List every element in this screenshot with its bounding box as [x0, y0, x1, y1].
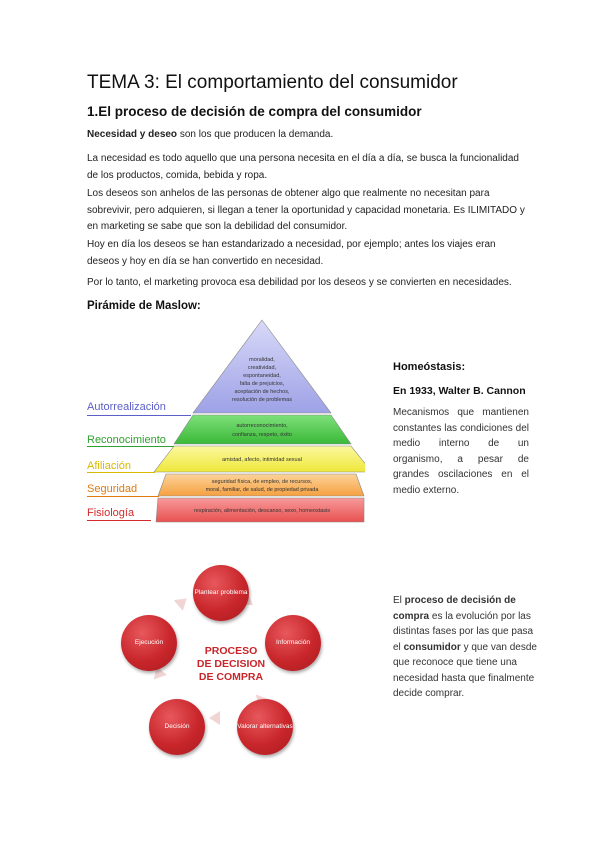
- homeostasis-author: En 1933, Walter B. Cannon: [393, 385, 526, 397]
- pyramid-text-2-0: amistad, afecto, intimidad sexual: [222, 457, 302, 463]
- pyramid-label-fisiologia: Fisiología: [87, 507, 135, 519]
- pyramid-text-0-2: espontaneidad,: [243, 373, 281, 379]
- pyramid-text-0-5: resolución de problemas: [232, 397, 292, 403]
- pyramid-underline-fisiologia: [87, 520, 151, 521]
- pyramid-text-0-0: moralidad,: [249, 357, 275, 363]
- pyramid-text-1-1: confianza, respeto, éxito: [232, 432, 292, 438]
- pyramid-heading: Pirámide de Maslow:: [87, 300, 201, 312]
- maslow-pyramid: [150, 318, 365, 524]
- cycle-center-line-3: DE COMPRA: [198, 671, 264, 683]
- pyramid-label-autorrealizacion: Autorrealización: [87, 401, 166, 413]
- process-desc-bold-2: consumidor: [403, 641, 461, 653]
- intro-paragraph: [87, 127, 527, 144]
- cycle-arrow-3: [209, 711, 220, 725]
- cycle-step-valorar-alternativas: Valorar alternativas: [237, 699, 293, 755]
- pyramid-label-reconocimiento: Reconocimiento: [87, 434, 166, 446]
- pyramid-label-afiliacion: Afiliación: [87, 460, 132, 472]
- cycle-center-line-1: PROCESO: [204, 645, 258, 657]
- cycle-step-decision: Decisión: [149, 699, 205, 755]
- process-desc-mid: es la evolución por las distintas fases por las que pasa el: [393, 610, 534, 653]
- cycle-center-line-2: DE DECISION: [196, 658, 266, 670]
- pyramid-text-1-0: autorreconocimiento,: [236, 423, 288, 429]
- paragraph-necesidad: La necesidad es todo aquello que una persona necesita en el día a día, se busca la funcionalidad de los productos, comida, bebida y ropa.: [87, 153, 519, 181]
- homeostasis-title: Homeóstasis:: [393, 361, 466, 373]
- pyramid-text-4-0: respiración, alimentación, descanso, sexo, homeostasis: [193, 508, 331, 514]
- paragraph-estandarizado: Hoy en día los deseos se han estandarizado a necesidad, por ejemplo; antes los viajes eran deseos y hoy en día se han convertido en necesidad.: [87, 239, 496, 267]
- pyramid-text-3-1: moral, familiar, de salud, de propiedad privada: [205, 487, 319, 493]
- pyramid-layer-reconocimiento: [174, 415, 351, 444]
- pyramid-underline-afiliacion: [87, 472, 155, 473]
- process-desc-bold-1: proceso de decisión de compra: [393, 595, 516, 622]
- pyramid-underline-autorrealizacion: [87, 415, 191, 416]
- paragraph-deseos: Los deseos son anhelos de las personas de obtener algo que realmente no necesitan para sobrevivir, pero adquieren, si llegan a tener la oportunidad y capacidad monetaria. Es ILIMITADO y en marketing se sabe que son la debilidad del consumidor.: [87, 188, 525, 232]
- intro-bold: Necesidad y deseo: [87, 129, 178, 140]
- cycle-center-title: [185, 645, 277, 684]
- pyramid-label-seguridad: Seguridad: [87, 483, 138, 495]
- homeostasis-description: Mecanismos que mantienen constantes las condiciones del medio interno de un organismo, a pesar de grandes oscilaciones en el medio externo.: [393, 407, 529, 496]
- cycle-step-ejecucion: Ejecución: [121, 615, 177, 671]
- cycle-step-informacion: Información: [265, 615, 321, 671]
- pyramid-text-3-0: seguridad física, de empleo, de recursos,: [211, 479, 313, 485]
- intro-rest: son los que producen la demanda.: [177, 129, 334, 140]
- pyramid-underline-reconocimiento: [87, 446, 174, 447]
- pyramid-underline-seguridad: [87, 496, 159, 497]
- pyramid-text-0-1: creatividad,: [247, 365, 277, 371]
- cycle-arrow-5: [174, 593, 191, 611]
- pyramid-text-0-3: falta de prejuicios,: [239, 381, 285, 387]
- process-desc-pre: El: [393, 595, 405, 606]
- document-title: TEMA 3: El comportamiento del consumidor: [87, 72, 458, 93]
- cycle-step-plantear-problema: Plantear problema: [193, 565, 249, 621]
- paragraph-marketing: Por lo tanto, el marketing provoca esa debilidad por los deseos y se convierten en necesidades.: [87, 277, 512, 288]
- section-heading: 1.El proceso de decisión de compra del consumidor: [87, 104, 422, 119]
- process-description: [393, 593, 539, 702]
- pyramid-text-0-4: aceptación de hechos,: [234, 389, 290, 395]
- process-desc-post: y que van desde que reconoce que tiene una necesidad hasta que finalmente decide comprar.: [393, 641, 537, 699]
